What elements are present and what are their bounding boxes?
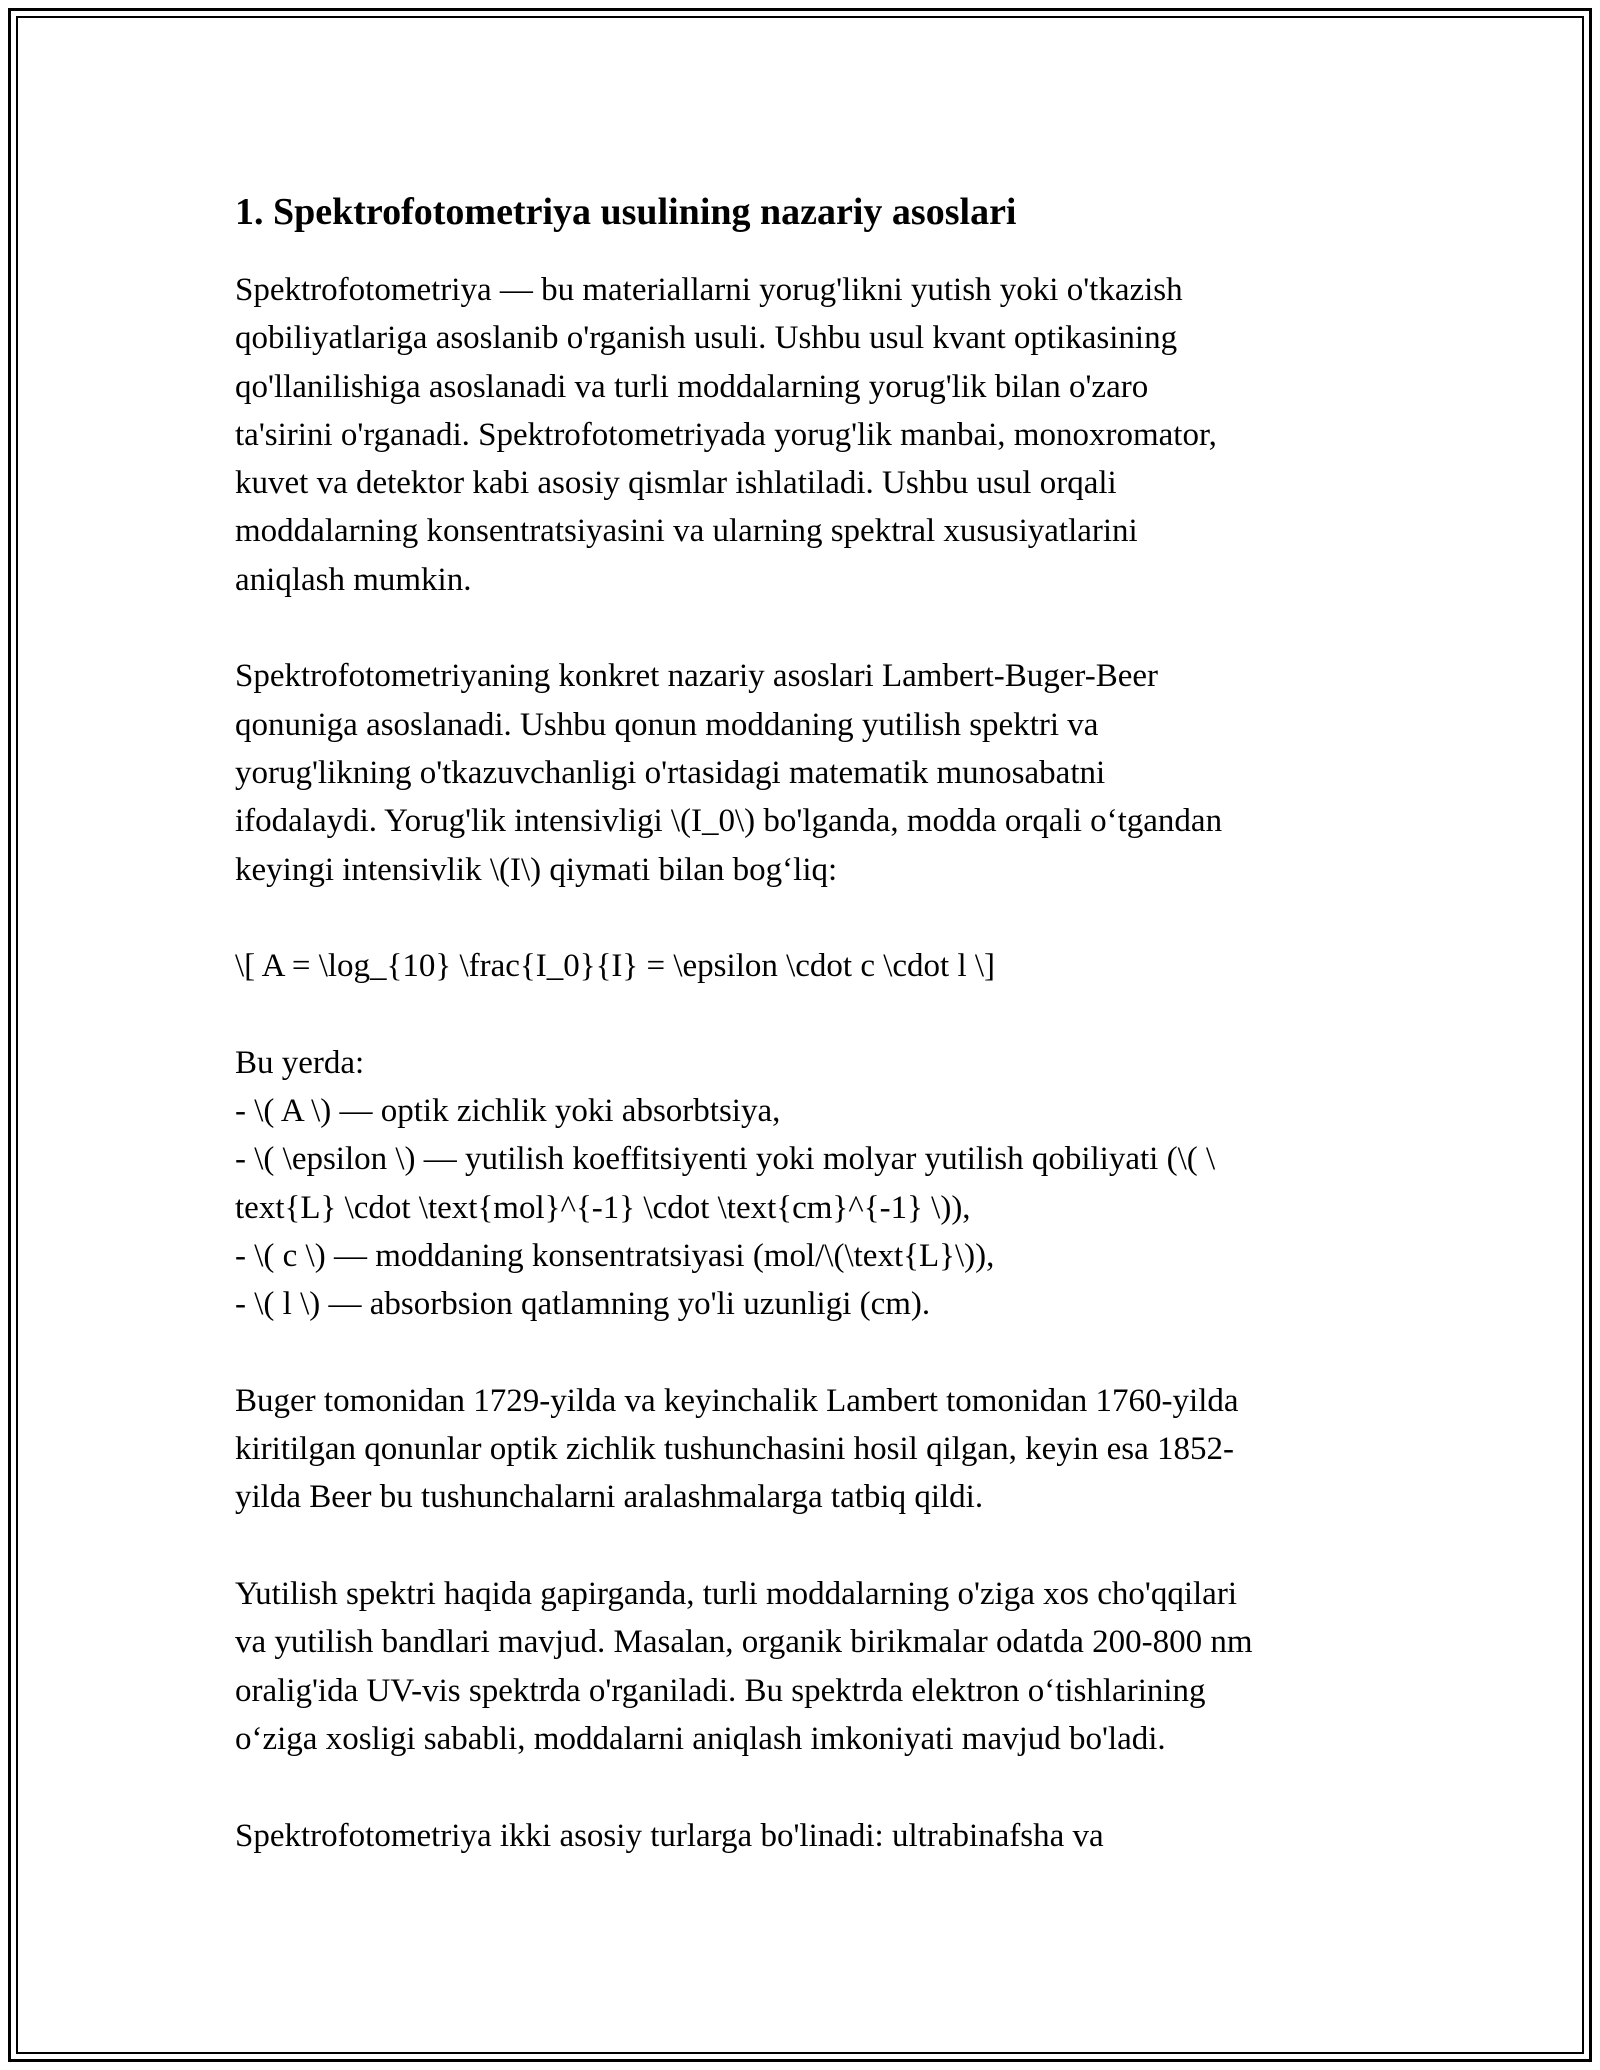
- list-item: - \( c \) — moddaning konsentratsiyasi (mol/\(\text{L}\)),: [235, 1237, 995, 1274]
- text-line: ifodalaydi. Yorug'lik intensivligi \(I_0\) bo'lganda, modda orqali o‘tgandan: [235, 803, 1223, 840]
- text-line: Yutilish spektri haqida gapirganda, turli moddalarning o'ziga xos cho'qqilari: [235, 1576, 1237, 1613]
- blank-line: [235, 1329, 1385, 1377]
- document-body: [235, 186, 1385, 1860]
- section-heading: 1. Spektrofotometriya usulining nazariy asoslari: [235, 191, 1017, 233]
- blank-line: [235, 604, 1385, 652]
- formula-line: \[ A = \log_{10} \frac{I_0}{I} = \epsilon \cdot c \cdot l \]: [235, 948, 996, 985]
- text-line: Spektrofotometriya ikki asosiy turlarga bo'linadi: ultrabinafsha va: [235, 1817, 1104, 1854]
- text-line: o‘ziga xosligi sababli, moddalarni aniqlash imkoniyati mavjud bo'ladi.: [235, 1720, 1166, 1757]
- list-item: text{L} \cdot \text{mol}^{-1} \cdot \text{cm}^{-1} \)),: [235, 1189, 971, 1226]
- text-line: oralig'ida UV-vis spektrda o'rganiladi. Bu spektrda elektron o‘tishlarining: [235, 1672, 1206, 1709]
- text-line: aniqlash mumkin.: [235, 561, 472, 598]
- paragraph-absorption-spectrum: [235, 1570, 1385, 1763]
- list-item: - \( A \) — optik zichlik yoki absorbtsiya,: [235, 1093, 781, 1130]
- text-line: qonuniga asoslanadi. Ushbu qonun moddaning yutilish spektri va: [235, 706, 1099, 743]
- text-line: va yutilish bandlari mavjud. Masalan, organik birikmalar odatda 200-800 nm: [235, 1624, 1253, 1661]
- text-line: qo'llanilishiga asoslanadi va turli moddalarning yorug'lik bilan o'zaro: [235, 368, 1149, 405]
- text-line: yorug'likning o'tkazuvchanligi o'rtasidagi matematik munosabatni: [235, 754, 1106, 791]
- paragraph-intro: [235, 266, 1385, 604]
- paragraph-types: [235, 1812, 1385, 1860]
- variable-definitions: [235, 1039, 1385, 1329]
- text-line: moddalarning konsentratsiyasini va ularning spektral xususiyatlarini: [235, 513, 1138, 550]
- text-line: Buger tomonidan 1729-yilda va keyinchalik Lambert tomonidan 1760-yilda: [235, 1382, 1239, 1419]
- paragraph-history: [235, 1377, 1385, 1522]
- text-line: kiritilgan qonunlar optik zichlik tushunchasini hosil qilgan, keyin esa 1852-: [235, 1431, 1235, 1468]
- blank-line: [235, 894, 1385, 942]
- blank-line: [235, 990, 1385, 1038]
- list-intro: Bu yerda:: [235, 1044, 365, 1081]
- list-item: - \( l \) — absorbsion qatlamning yo'li uzunligi (cm).: [235, 1286, 931, 1323]
- text-line: qobiliyatlariga asoslanib o'rganish usuli. Ushbu usul kvant optikasining: [235, 320, 1178, 357]
- text-line: keyingi intensivlik \(I\) qiymati bilan bog‘liq:: [235, 851, 838, 888]
- paragraph-lambert-beer: [235, 652, 1385, 893]
- blank-line: [235, 1763, 1385, 1811]
- text-line: Spektrofotometriyaning konkret nazariy asoslari Lambert-Buger-Beer: [235, 658, 1159, 695]
- list-item: - \( \epsilon \) — yutilish koeffitsiyenti yoki molyar yutilish qobiliyati (\( \: [235, 1141, 1216, 1178]
- text-line: Spektrofotometriya — bu materiallarni yorug'likni yutish yoki o'tkazish: [235, 272, 1183, 308]
- text-line: ta'sirini o'rganadi. Spektrofotometriyada yorug'lik manbai, monoxromator,: [235, 416, 1217, 453]
- text-line: kuvet va detektor kabi asosiy qismlar ishlatiladi. Ushbu usul orqali: [235, 465, 1117, 502]
- blank-line: [235, 1522, 1385, 1570]
- text-line: yilda Beer bu tushunchalarni aralashmalarga tatbiq qildi.: [235, 1479, 984, 1516]
